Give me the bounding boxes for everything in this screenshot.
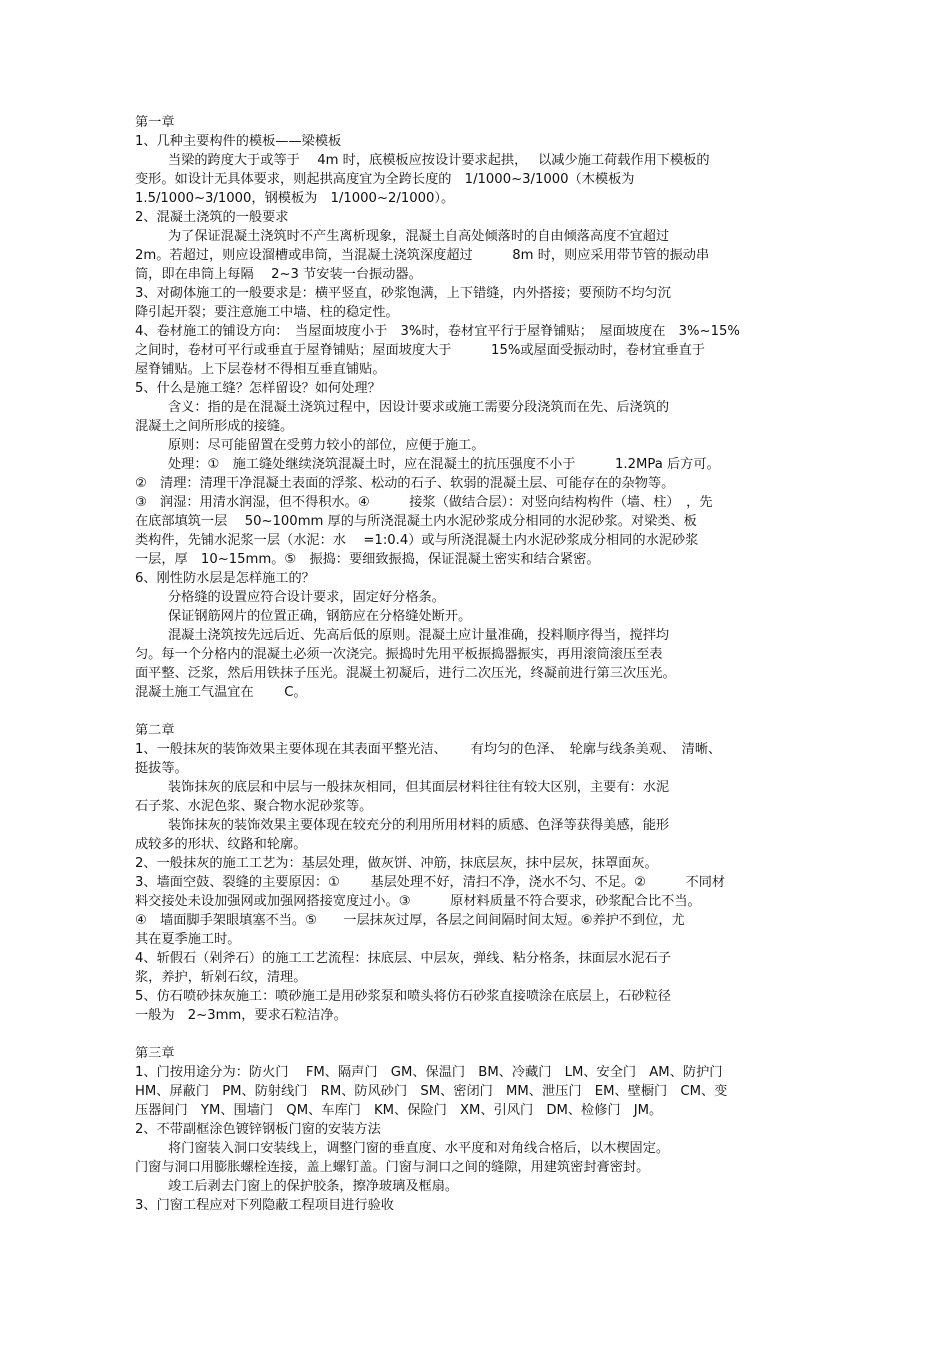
text-line: ③ 润湿：用清水润湿，但不得积水。④ 接浆（做结合层）：对竖向结构构件（墙、柱） ，先 xyxy=(135,495,713,510)
text-line: 料交接处未设加强网或加强网搭接宽度过小。③ 原材料质量不符合要求，砂浆配合比不当。 xyxy=(135,894,701,909)
text-line: 2、一般抹灰的施工工艺为：基层处理，做灰饼、冲筋，抹底层灰，抹中层灰，抹罩面灰。 xyxy=(135,856,658,871)
chapter-title: 第二章 xyxy=(135,723,175,738)
text-line: 竣工后剥去门窗上的保护胶条，擦净玻璃及框扇。 xyxy=(168,1179,459,1194)
text-line: 为了保证混凝土浇筑时不产生离析现象，混凝土自高处倾落时的自由倾落高度不宜超过 xyxy=(168,229,670,244)
text-line: 一般为 2~3mm，要求石粒洁净。 xyxy=(135,1008,347,1023)
chapter-title: 第三章 xyxy=(135,1046,175,1061)
text-line: ② 清理：清理干净混凝土表面的浮浆、松动的石子、软弱的混凝土层、可能存在的杂物等。 xyxy=(135,476,675,491)
text-line: 3、对砌体施工的一般要求是：横平竖直，砂浆饱满，上下错缝，内外搭接；要预防不均匀沉 xyxy=(135,286,671,301)
text-line: 降引起开裂；要注意施工中墙、柱的稳定性。 xyxy=(135,305,399,320)
text-line: 成较多的形状、纹路和轮廓。 xyxy=(135,837,307,852)
text-line: 含义：指的是在混凝土浇筑过程中，因设计要求或施工需要分段浇筑而在先、后浇筑的 xyxy=(168,400,670,415)
text-line: 匀。每一个分格内的混凝土必须一次浇完。振捣时先用平板振捣器振实，再用滚筒滚压至表 xyxy=(135,647,663,662)
text-line: HM、屏蔽门 PM、防射线门 RM、防风砂门 SM、密闭门 MM、泄压门 EM、壁橱门 CM、变 xyxy=(135,1084,728,1099)
text-line: 原则：尽可能留置在受剪力较小的部位，应便于施工。 xyxy=(168,438,485,453)
text-line: 装饰抹灰的底层和中层与一般抹灰相同，但其面层材料往往有较大区别，主要有：水泥 xyxy=(168,780,670,795)
text-line: 处理：① 施工缝处继续浇筑混凝土时，应在混凝土的抗压强度不小于 1.2MPa 后方可。 xyxy=(168,457,720,472)
text-line: 一层，厚 10~15mm。⑤ 振捣：要细致振捣，保证混凝土密实和结合紧密。 xyxy=(135,552,600,567)
text-line: 之间时，卷材可平行或垂直于屋脊铺贴；屋面坡度大于 15%或屋面受振动时，卷材宜垂直于 xyxy=(135,343,705,358)
text-line: ④ 墙面脚手架眼填塞不当。⑤ 一层抹灰过厚，各层之间间隔时间太短。⑥养护不到位，尤 xyxy=(135,913,685,928)
text-line: 5、仿石喷砂抹灰施工：喷砂施工是用砂浆泵和喷头将仿石砂浆直接喷涂在底层上，石砂粒径 xyxy=(135,989,671,1004)
text-line: 将门窗装入洞口安装线上，调整门窗的垂直度、水平度和对角线合格后，以木楔固定。 xyxy=(168,1141,670,1156)
text-line: 其在夏季施工时。 xyxy=(135,932,241,947)
text-line: 当梁的跨度大于或等于 4m 时，底模板应按设计要求起拱， 以减少施工荷载作用下模板的 xyxy=(168,153,710,168)
text-line: 门窗与洞口用膨胀螺栓连接，盖上螺钉盖。门窗与洞口之间的缝隙，用建筑密封膏密封。 xyxy=(135,1160,650,1175)
text-line: 1、门按用途分为：防火门 FM、隔声门 GM、保温门 BM、冷藏门 LM、安全门 AM、防护门 xyxy=(135,1065,723,1080)
text-line: 4、斩假石（剁斧石）的施工工艺流程：抹底层、中层灰，弹线、粘分格条，抹面层水泥石子 xyxy=(135,951,671,966)
text-line: 6、刚性防水层是怎样施工的？ xyxy=(135,571,315,586)
text-line: 类构件，先铺水泥浆一层（水泥：水 =1:0.4）或与所浇混凝土内水泥砂浆成分相同的水泥砂浆 xyxy=(135,533,699,548)
text-line: 2、不带副框涂色镀锌钢板门窗的安装方法 xyxy=(135,1122,381,1137)
text-line: 混凝土施工气温宜在 C。 xyxy=(135,685,307,700)
text-line: 3、墙面空鼓、裂缝的主要原因：① 基层处理不好，清扫不净，浇水不匀、不足。② 不同材 xyxy=(135,875,726,890)
text-line: 屋脊铺贴。上下层卷材不得相互垂直铺贴。 xyxy=(135,362,386,377)
text-line: 1、几种主要构件的模板——梁模板 xyxy=(135,134,342,149)
text-line: 3、门窗工程应对下列隐蔽工程项目进行验收 xyxy=(135,1198,394,1213)
text-line: 1.5/1000~3/1000，钢模板为 1/1000~2/1000）。 xyxy=(135,191,455,206)
text-line: 筒，即在串筒上每隔 2~3 节安装一台振动器。 xyxy=(135,267,422,282)
text-line: 分格缝的设置应符合设计要求，固定好分格条。 xyxy=(168,590,445,605)
text-line: 挺拔等。 xyxy=(135,761,188,776)
text-line: 混凝土之间所形成的接缝。 xyxy=(135,419,294,434)
text-line: 1、一般抹灰的装饰效果主要体现在其表面平整光洁、 有均匀的色泽、 轮廓与线条美观、 清晰、 xyxy=(135,742,722,757)
text-line: 石子浆、水泥色浆、聚合物水泥砂浆等。 xyxy=(135,799,373,814)
text-line: 装饰抹灰的装饰效果主要体现在较充分的利用所用材料的质感、色泽等获得美感，能形 xyxy=(168,818,670,833)
text-line: 浆，养护，斩剁石纹，清理。 xyxy=(135,970,307,985)
text-line: 2m。若超过，则应设溜槽或串筒，当混凝土浇筑深度超过 8m 时，则应采用带节管的振动串 xyxy=(135,248,710,263)
text-line: 2、混凝土浇筑的一般要求 xyxy=(135,210,289,225)
text-line: 面平整、泛浆，然后用铁抹子压光。混凝土初凝后，进行二次压光，终凝前进行第三次压光。 xyxy=(135,666,676,681)
text-line: 混凝土浇筑按先远后近、先高后低的原则。混凝土应计量准确，投料顺序得当，搅拌均 xyxy=(168,628,670,643)
text-line: 在底部填筑一层 50~100mm 厚的与所浇混凝土内水泥砂浆成分相同的水泥砂浆。对梁类、板 xyxy=(135,514,697,529)
text-line: 4、卷材施工的铺设方向： 当屋面坡度小于 3%时，卷材宜平行于屋脊铺贴； 屋面坡度在 3%~15% xyxy=(135,324,740,339)
text-line: 5、什么是施工缝？怎样留设？如何处理？ xyxy=(135,381,381,396)
text-line: 压器间门 YM、围墙门 QM、车库门 KM、保险门 XM、引风门 DM、检修门 JM。 xyxy=(135,1103,663,1118)
text-line: 保证钢筋网片的位置正确，钢筋应在分格缝处断开。 xyxy=(168,609,472,624)
chapter-title: 第一章 xyxy=(135,115,175,130)
text-line: 变形。如设计无具体要求，则起拱高度宜为全跨长度的 1/1000~3/1000（木模板为 xyxy=(135,172,635,187)
document-body xyxy=(135,113,815,1215)
